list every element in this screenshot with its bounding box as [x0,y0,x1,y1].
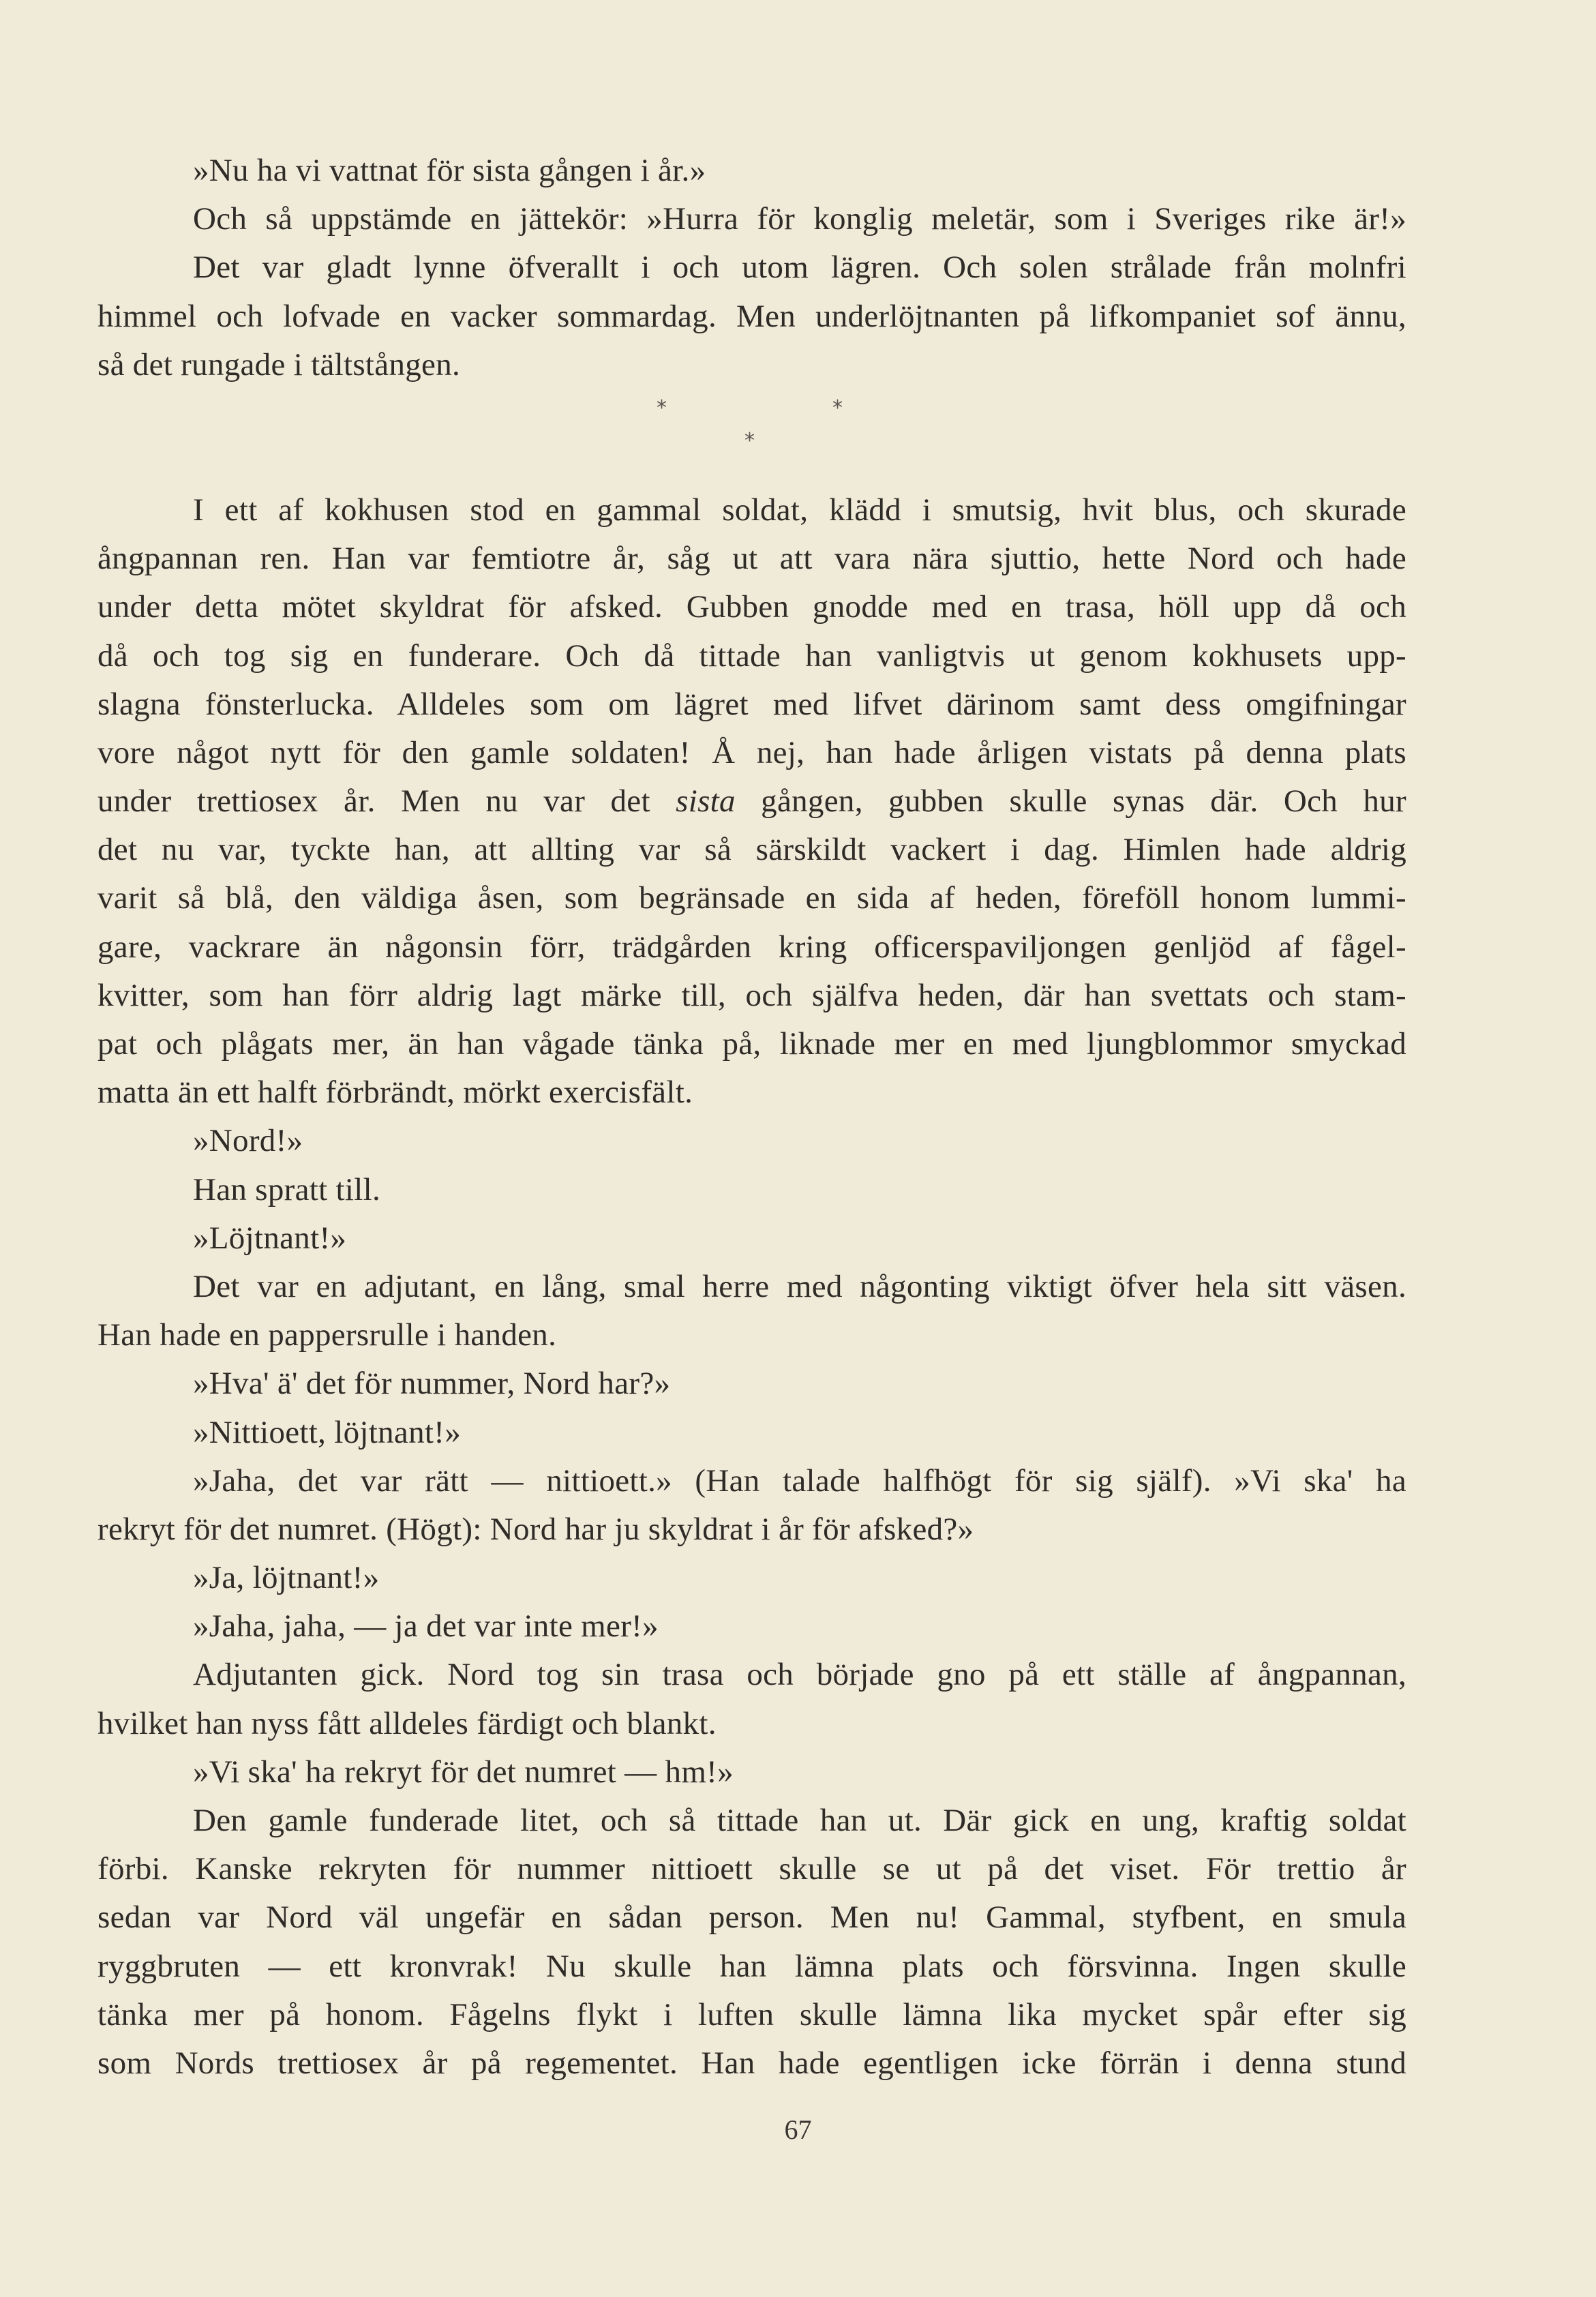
text-line: slagna fönsterlucka. Alldeles som om lägret med lifvet därinom samt dess omgifningar [97,686,1406,722]
text-line: Den gamle funderade litet, och så tittade han ut. Där gick en ung, kraftig soldat [193,1803,1406,1838]
text-line: Det var en adjutant, en lång, smal herre med någonting viktigt öfver hela sitt väsen. [193,1268,1406,1304]
text-line: som Nords trettiosex år på regementet. Han hade egentligen icke förrän i denna stund [97,2045,1406,2081]
asterisk: * [744,428,755,453]
text-line: I ett af kokhusen stod en gammal soldat, klädd i smutsig, hvit blus, och skurade [193,492,1406,528]
text-line: »Jaha, det var rätt — nittioett.» (Han talade halfhögt för sig själf). »Vi ska' ha [193,1462,1406,1499]
text-line: pat och plågats mer, än han vågade tänka på, liknade mer en med ljungblommor smyckad [97,1026,1406,1062]
text-line: vore något nytt för den gamle soldaten! Å nej, han hade årligen vistats på denna plats [97,734,1406,770]
text-line: under detta mötet skyldrat för afsked. Gubben gnodde med en trasa, höll upp då och [97,589,1406,625]
text-line: »Nu ha vi vattnat för sista gången i år.» [193,153,706,188]
text-line: sedan var Nord väl ungefär en sådan person. Men nu! Gammal, styfbent, en smula [97,1900,1406,1936]
text-line [97,777,1406,826]
asterisk: * [832,395,843,420]
text-line: tänka mer på honom. Fågelns flykt i luften skulle lämna lika mycket spår efter sig [97,1996,1406,2032]
text-line: ryggbruten — ett kronvrak! Nu skulle han lämna plats och försvinna. Ingen skulle [97,1948,1406,1984]
text-line: kvitter, som han förr aldrig lagt märke till, och själfva heden, där han svettats och stam- [97,977,1406,1013]
text-line: »Vi ska' ha rekryt för det numret — hm!» [193,1754,734,1790]
text-line: Han spratt till. [193,1171,381,1207]
text-line: ångpannan ren. Han var femtiotre år, såg ut att vara nära sjuttio, hette Nord och hade [97,541,1406,577]
text-line: varit så blå, den väldiga åsen, som begränsade en sida af heden, föreföll honom lummi- [97,880,1406,916]
text-line: Och så uppstämde en jättekör: »Hurra för konglig meletär, som i Sveriges rike är!» [193,201,1406,237]
asterisk: * [657,395,667,420]
text-line: rekryt för det numret. (Högt): Nord har ju skyldrat i år för afsked?» [97,1511,974,1547]
page-number: 67 [784,2114,812,2145]
text-line: »Nittioett, löjtnant!» [193,1414,461,1450]
text-line: himmel och lofvade en vacker sommardag. Men underlöjtnanten på lifkompaniet sof ännu, [97,298,1406,334]
section-break [97,389,1406,486]
text-column [97,147,1406,2088]
text-line: det nu var, tyckte han, att allting var så särskildt vackert i dag. Himlen hade aldrig [97,832,1406,868]
text-line: »Ja, löjtnant!» [193,1560,380,1596]
text-line: Det var gladt lynne öfverallt i och utom lägren. Och solen strålade från molnfri [193,250,1406,286]
emphasis-text: sista [676,783,736,820]
text-line: hvilket han nyss fått alldeles färdigt och blankt. [97,1705,717,1741]
text-line: gare, vackrare än någonsin förr, trädgården kring officerspaviljongen genljöd af fågel- [97,929,1406,965]
text-line: »Jaha, jaha, — ja det var inte mer!» [193,1608,659,1645]
text-line: förbi. Kanske rekryten för nummer nittioett skulle se ut på det viset. För trettio år [97,1851,1406,1887]
text-line: då och tog sig en funderare. Och då tittade han vanligtvis ut genom kokhusets upp- [97,637,1406,674]
text-line: »Löjtnant!» [193,1220,347,1256]
text-line: matta än ett halft förbrändt, mörkt exercisfält. [97,1075,693,1111]
text-line: så det rungade i tältstången. [97,346,461,382]
text-line: Han hade en pappersrulle i handen. [97,1317,557,1353]
text-segment: gången, gubben skulle synas där. Och hur [761,783,1406,820]
text-line: »Nord!» [193,1123,303,1159]
text-line: Adjutanten gick. Nord tog sin trasa och började gno på ett ställe af ångpannan, [193,1657,1406,1693]
text-segment: under trettiosex år. Men nu var det [97,783,650,820]
text-line: »Hva' ä' det för nummer, Nord har?» [193,1366,671,1402]
